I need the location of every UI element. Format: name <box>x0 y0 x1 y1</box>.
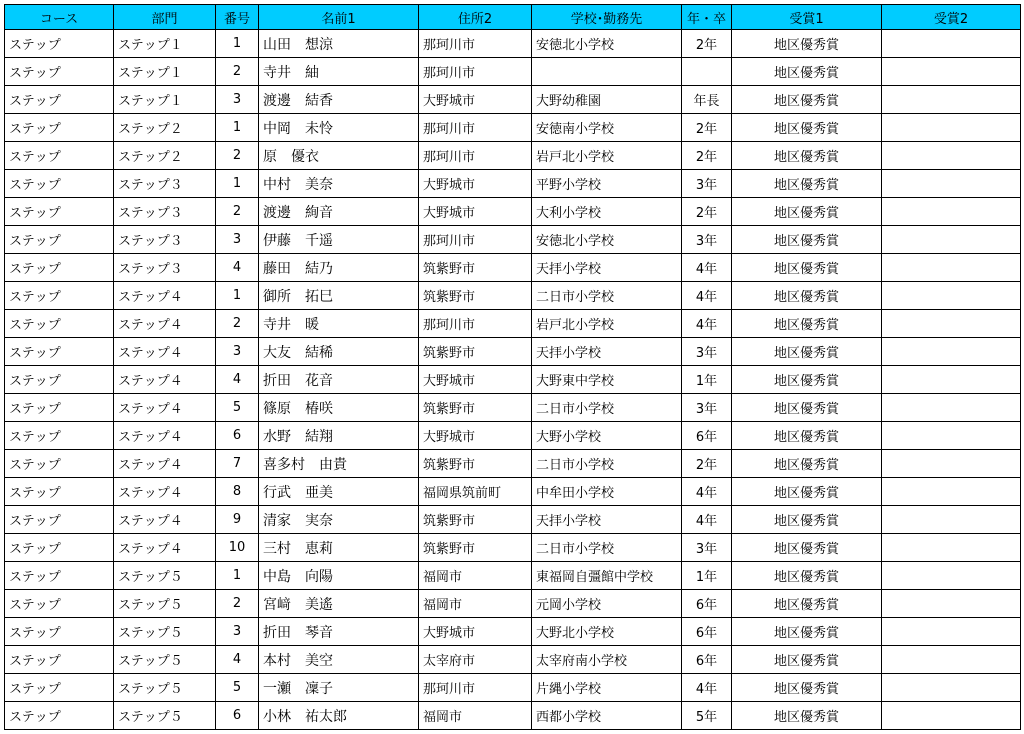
cell-award2 <box>882 674 1021 702</box>
table-row <box>5 282 1021 310</box>
cell-name: 行武 亜美 <box>259 478 419 506</box>
cell-address: 那珂川市 <box>419 114 532 142</box>
cell-award1: 地区優秀賞 <box>732 254 882 282</box>
cell-grade: 2年 <box>682 198 732 226</box>
column-header-address: 住所2 <box>419 5 532 30</box>
cell-award2 <box>882 562 1021 590</box>
cell-division: ステップ５ <box>114 646 216 674</box>
cell-address: 福岡県筑前町 <box>419 478 532 506</box>
cell-number: 1 <box>216 170 259 198</box>
cell-address: 大野城市 <box>419 198 532 226</box>
cell-grade: 1年 <box>682 366 732 394</box>
table-row <box>5 198 1021 226</box>
cell-name: 喜多村 由貴 <box>259 450 419 478</box>
cell-award2 <box>882 590 1021 618</box>
cell-award1: 地区優秀賞 <box>732 58 882 86</box>
cell-course: ステップ <box>5 394 114 422</box>
cell-course: ステップ <box>5 702 114 730</box>
cell-award1: 地区優秀賞 <box>732 674 882 702</box>
cell-name: 小林 祐太郎 <box>259 702 419 730</box>
cell-division: ステップ５ <box>114 702 216 730</box>
cell-school: 天拝小学校 <box>532 254 682 282</box>
cell-division: ステップ４ <box>114 478 216 506</box>
table-row <box>5 338 1021 366</box>
cell-name: 水野 結翔 <box>259 422 419 450</box>
cell-address: 大野城市 <box>419 86 532 114</box>
cell-school: 大利小学校 <box>532 198 682 226</box>
cell-award1: 地区優秀賞 <box>732 310 882 338</box>
cell-school: 天拝小学校 <box>532 506 682 534</box>
cell-award2 <box>882 58 1021 86</box>
table-row <box>5 702 1021 730</box>
cell-number: 4 <box>216 254 259 282</box>
cell-name: 渡邊 結香 <box>259 86 419 114</box>
cell-division: ステップ１ <box>114 86 216 114</box>
cell-award2 <box>882 394 1021 422</box>
header-row <box>5 5 1021 30</box>
cell-award2 <box>882 506 1021 534</box>
cell-division: ステップ３ <box>114 254 216 282</box>
cell-award2 <box>882 114 1021 142</box>
cell-award2 <box>882 86 1021 114</box>
table-row <box>5 450 1021 478</box>
cell-division: ステップ４ <box>114 394 216 422</box>
cell-award2 <box>882 478 1021 506</box>
cell-grade: 年長 <box>682 86 732 114</box>
cell-number: 3 <box>216 618 259 646</box>
cell-award2 <box>882 198 1021 226</box>
cell-name: 中岡 未怜 <box>259 114 419 142</box>
cell-address: 大野城市 <box>419 366 532 394</box>
cell-name: 折田 花音 <box>259 366 419 394</box>
cell-award1: 地区優秀賞 <box>732 114 882 142</box>
cell-number: 6 <box>216 422 259 450</box>
cell-award2 <box>882 310 1021 338</box>
cell-grade: 4年 <box>682 506 732 534</box>
cell-address: 筑紫野市 <box>419 450 532 478</box>
table-row <box>5 114 1021 142</box>
cell-name: 一瀬 凜子 <box>259 674 419 702</box>
cell-number: 2 <box>216 58 259 86</box>
cell-award2 <box>882 422 1021 450</box>
table-row <box>5 646 1021 674</box>
cell-number: 6 <box>216 702 259 730</box>
cell-number: 4 <box>216 366 259 394</box>
cell-award1: 地区優秀賞 <box>732 450 882 478</box>
table-row <box>5 366 1021 394</box>
cell-grade: 3年 <box>682 226 732 254</box>
cell-division: ステップ１ <box>114 58 216 86</box>
cell-award1: 地区優秀賞 <box>732 282 882 310</box>
table-row <box>5 226 1021 254</box>
cell-course: ステップ <box>5 338 114 366</box>
cell-address: 那珂川市 <box>419 310 532 338</box>
cell-award2 <box>882 450 1021 478</box>
cell-award1: 地区優秀賞 <box>732 646 882 674</box>
cell-grade: 6年 <box>682 422 732 450</box>
cell-course: ステップ <box>5 422 114 450</box>
cell-school: 大野小学校 <box>532 422 682 450</box>
cell-course: ステップ <box>5 226 114 254</box>
cell-address: 那珂川市 <box>419 30 532 58</box>
cell-award2 <box>882 30 1021 58</box>
cell-number: 10 <box>216 534 259 562</box>
cell-award2 <box>882 646 1021 674</box>
cell-course: ステップ <box>5 450 114 478</box>
cell-division: ステップ５ <box>114 674 216 702</box>
cell-school: 西都小学校 <box>532 702 682 730</box>
cell-school: 安徳北小学校 <box>532 226 682 254</box>
table-row <box>5 142 1021 170</box>
cell-school: 大野幼稚園 <box>532 86 682 114</box>
table-row <box>5 506 1021 534</box>
cell-course: ステップ <box>5 86 114 114</box>
cell-course: ステップ <box>5 478 114 506</box>
cell-number: 1 <box>216 282 259 310</box>
cell-school: 太宰府南小学校 <box>532 646 682 674</box>
cell-school: 元岡小学校 <box>532 590 682 618</box>
cell-grade: 2年 <box>682 30 732 58</box>
cell-division: ステップ５ <box>114 562 216 590</box>
cell-school: 平野小学校 <box>532 170 682 198</box>
cell-award1: 地区優秀賞 <box>732 478 882 506</box>
cell-number: 8 <box>216 478 259 506</box>
cell-award1: 地区優秀賞 <box>732 506 882 534</box>
cell-grade: 3年 <box>682 394 732 422</box>
cell-address: 大野城市 <box>419 618 532 646</box>
cell-division: ステップ１ <box>114 30 216 58</box>
cell-award2 <box>882 366 1021 394</box>
cell-name: 御所 拓巳 <box>259 282 419 310</box>
cell-address: 筑紫野市 <box>419 338 532 366</box>
cell-grade: 3年 <box>682 338 732 366</box>
cell-school: 岩戸北小学校 <box>532 142 682 170</box>
table-row <box>5 30 1021 58</box>
cell-number: 5 <box>216 674 259 702</box>
cell-division: ステップ５ <box>114 618 216 646</box>
cell-award1: 地区優秀賞 <box>732 226 882 254</box>
column-header-division: 部門 <box>114 5 216 30</box>
table-row <box>5 422 1021 450</box>
cell-name: 折田 琴音 <box>259 618 419 646</box>
column-header-course: コース <box>5 5 114 30</box>
cell-award1: 地区優秀賞 <box>732 338 882 366</box>
cell-award1: 地区優秀賞 <box>732 142 882 170</box>
column-header-award1: 受賞1 <box>732 5 882 30</box>
cell-address: 筑紫野市 <box>419 282 532 310</box>
cell-division: ステップ４ <box>114 450 216 478</box>
cell-course: ステップ <box>5 254 114 282</box>
cell-grade: 2年 <box>682 450 732 478</box>
cell-course: ステップ <box>5 282 114 310</box>
cell-name: 宮﨑 美遙 <box>259 590 419 618</box>
cell-grade: 2年 <box>682 142 732 170</box>
cell-grade: 4年 <box>682 254 732 282</box>
column-header-grade: 年・卒 <box>682 5 732 30</box>
cell-award2 <box>882 282 1021 310</box>
cell-award2 <box>882 226 1021 254</box>
cell-number: 2 <box>216 198 259 226</box>
cell-division: ステップ３ <box>114 226 216 254</box>
cell-name: 山田 想涼 <box>259 30 419 58</box>
cell-award2 <box>882 702 1021 730</box>
cell-course: ステップ <box>5 506 114 534</box>
cell-course: ステップ <box>5 58 114 86</box>
cell-course: ステップ <box>5 114 114 142</box>
table-row <box>5 674 1021 702</box>
cell-address: 太宰府市 <box>419 646 532 674</box>
cell-award1: 地区優秀賞 <box>732 30 882 58</box>
cell-name: 原 優衣 <box>259 142 419 170</box>
cell-number: 4 <box>216 646 259 674</box>
table-row <box>5 562 1021 590</box>
cell-school: 岩戸北小学校 <box>532 310 682 338</box>
cell-number: 1 <box>216 562 259 590</box>
cell-school: 安徳北小学校 <box>532 30 682 58</box>
cell-address: 福岡市 <box>419 590 532 618</box>
cell-course: ステップ <box>5 142 114 170</box>
results-table <box>4 4 1021 730</box>
cell-number: 7 <box>216 450 259 478</box>
table-row <box>5 478 1021 506</box>
cell-number: 5 <box>216 394 259 422</box>
cell-award1: 地区優秀賞 <box>732 366 882 394</box>
cell-award1: 地区優秀賞 <box>732 86 882 114</box>
cell-course: ステップ <box>5 562 114 590</box>
cell-number: 3 <box>216 338 259 366</box>
column-header-school: 学校･勤務先 <box>532 5 682 30</box>
cell-grade: 6年 <box>682 618 732 646</box>
cell-name: 三村 恵莉 <box>259 534 419 562</box>
cell-school: 片縄小学校 <box>532 674 682 702</box>
cell-division: ステップ３ <box>114 170 216 198</box>
cell-division: ステップ４ <box>114 506 216 534</box>
cell-course: ステップ <box>5 646 114 674</box>
cell-award2 <box>882 170 1021 198</box>
table-row <box>5 534 1021 562</box>
cell-course: ステップ <box>5 170 114 198</box>
cell-name: 寺井 暖 <box>259 310 419 338</box>
cell-address: 筑紫野市 <box>419 534 532 562</box>
cell-grade: 6年 <box>682 646 732 674</box>
cell-number: 3 <box>216 86 259 114</box>
cell-name: 伊藤 千遥 <box>259 226 419 254</box>
cell-number: 1 <box>216 114 259 142</box>
cell-award1: 地区優秀賞 <box>732 422 882 450</box>
cell-number: 1 <box>216 30 259 58</box>
cell-name: 篠原 椿咲 <box>259 394 419 422</box>
cell-school: 二日市小学校 <box>532 450 682 478</box>
cell-school <box>532 58 682 86</box>
cell-division: ステップ４ <box>114 282 216 310</box>
table-row <box>5 394 1021 422</box>
cell-school: 東福岡自彊館中学校 <box>532 562 682 590</box>
cell-address: 筑紫野市 <box>419 394 532 422</box>
cell-award1: 地区優秀賞 <box>732 562 882 590</box>
cell-grade: 3年 <box>682 170 732 198</box>
cell-award1: 地区優秀賞 <box>732 702 882 730</box>
column-header-number: 番号 <box>216 5 259 30</box>
cell-course: ステップ <box>5 674 114 702</box>
cell-address: 那珂川市 <box>419 58 532 86</box>
cell-award2 <box>882 618 1021 646</box>
cell-award2 <box>882 254 1021 282</box>
cell-address: 那珂川市 <box>419 142 532 170</box>
cell-address: 大野城市 <box>419 422 532 450</box>
cell-grade: 6年 <box>682 590 732 618</box>
cell-grade <box>682 58 732 86</box>
cell-address: 福岡市 <box>419 562 532 590</box>
cell-grade: 5年 <box>682 702 732 730</box>
cell-division: ステップ４ <box>114 534 216 562</box>
table-body <box>5 30 1021 730</box>
table-row <box>5 58 1021 86</box>
cell-address: 筑紫野市 <box>419 506 532 534</box>
cell-school: 二日市小学校 <box>532 534 682 562</box>
table-row <box>5 254 1021 282</box>
cell-division: ステップ４ <box>114 422 216 450</box>
table-row <box>5 170 1021 198</box>
column-header-award2: 受賞2 <box>882 5 1021 30</box>
cell-award1: 地区優秀賞 <box>732 618 882 646</box>
cell-name: 藤田 結乃 <box>259 254 419 282</box>
cell-award2 <box>882 338 1021 366</box>
cell-award1: 地区優秀賞 <box>732 394 882 422</box>
cell-school: 二日市小学校 <box>532 282 682 310</box>
table-row <box>5 310 1021 338</box>
table-row <box>5 590 1021 618</box>
cell-division: ステップ２ <box>114 114 216 142</box>
cell-name: 中島 向陽 <box>259 562 419 590</box>
cell-address: 筑紫野市 <box>419 254 532 282</box>
cell-award2 <box>882 142 1021 170</box>
cell-grade: 4年 <box>682 674 732 702</box>
cell-number: 3 <box>216 226 259 254</box>
cell-award2 <box>882 534 1021 562</box>
cell-division: ステップ２ <box>114 142 216 170</box>
column-header-name: 名前1 <box>259 5 419 30</box>
cell-award1: 地区優秀賞 <box>732 534 882 562</box>
cell-grade: 4年 <box>682 282 732 310</box>
cell-name: 本村 美空 <box>259 646 419 674</box>
cell-course: ステップ <box>5 534 114 562</box>
cell-number: 2 <box>216 590 259 618</box>
cell-number: 2 <box>216 310 259 338</box>
cell-name: 寺井 紬 <box>259 58 419 86</box>
cell-division: ステップ５ <box>114 590 216 618</box>
cell-grade: 1年 <box>682 562 732 590</box>
cell-course: ステップ <box>5 198 114 226</box>
cell-award1: 地区優秀賞 <box>732 590 882 618</box>
cell-grade: 3年 <box>682 534 732 562</box>
cell-course: ステップ <box>5 590 114 618</box>
cell-school: 天拝小学校 <box>532 338 682 366</box>
cell-name: 大友 結稀 <box>259 338 419 366</box>
cell-course: ステップ <box>5 30 114 58</box>
cell-grade: 2年 <box>682 114 732 142</box>
cell-name: 中村 美奈 <box>259 170 419 198</box>
cell-school: 大野北小学校 <box>532 618 682 646</box>
cell-course: ステップ <box>5 310 114 338</box>
table-row <box>5 86 1021 114</box>
cell-address: 福岡市 <box>419 702 532 730</box>
cell-division: ステップ４ <box>114 310 216 338</box>
cell-number: 9 <box>216 506 259 534</box>
cell-award1: 地区優秀賞 <box>732 170 882 198</box>
cell-course: ステップ <box>5 618 114 646</box>
cell-grade: 4年 <box>682 310 732 338</box>
cell-division: ステップ４ <box>114 366 216 394</box>
cell-address: 那珂川市 <box>419 226 532 254</box>
cell-address: 那珂川市 <box>419 674 532 702</box>
cell-school: 二日市小学校 <box>532 394 682 422</box>
cell-name: 渡邊 絢音 <box>259 198 419 226</box>
cell-award1: 地区優秀賞 <box>732 198 882 226</box>
cell-school: 大野東中学校 <box>532 366 682 394</box>
cell-grade: 4年 <box>682 478 732 506</box>
cell-division: ステップ４ <box>114 338 216 366</box>
cell-address: 大野城市 <box>419 170 532 198</box>
table-row <box>5 618 1021 646</box>
cell-name: 清家 実奈 <box>259 506 419 534</box>
cell-school: 中牟田小学校 <box>532 478 682 506</box>
cell-school: 安徳南小学校 <box>532 114 682 142</box>
cell-division: ステップ３ <box>114 198 216 226</box>
cell-number: 2 <box>216 142 259 170</box>
cell-course: ステップ <box>5 366 114 394</box>
